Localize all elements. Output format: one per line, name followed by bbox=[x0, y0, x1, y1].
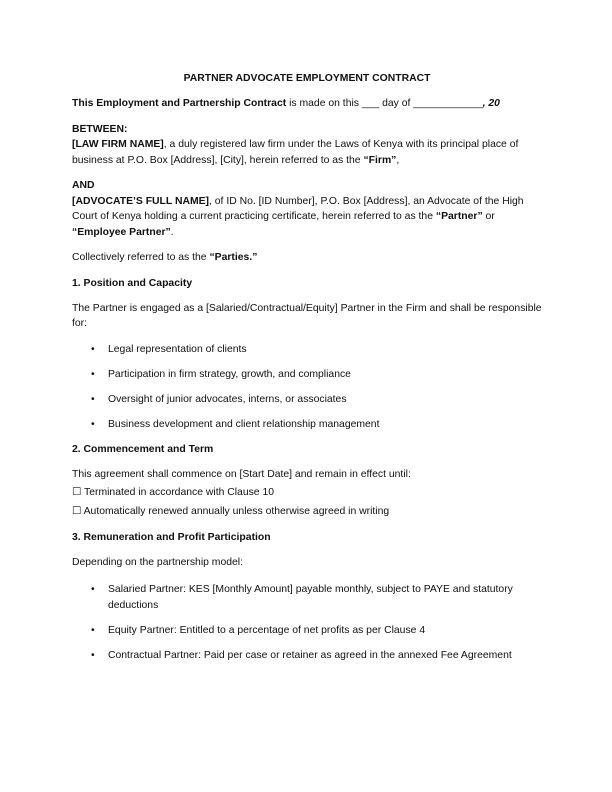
section-2-heading: 2. Commencement and Term bbox=[72, 444, 214, 455]
list-item-text: Equity Partner: Entitled to a percentage of net profits as per Clause 4 bbox=[108, 624, 426, 636]
bullet-icon: • bbox=[91, 343, 95, 355]
intro-bold: This Employment and Partnership Contract bbox=[72, 98, 287, 109]
list-item bbox=[72, 623, 542, 639]
list-item bbox=[72, 392, 542, 408]
collectively-text: Collectively referred to as the bbox=[72, 252, 210, 263]
section-3-heading: 3. Remuneration and Profit Participation bbox=[72, 531, 271, 543]
list-item-text: Participation in firm strategy, growth, and compliance bbox=[108, 368, 351, 380]
list-item bbox=[72, 648, 542, 664]
section-1-heading: 1. Position and Capacity bbox=[72, 277, 193, 289]
bullet-icon: • bbox=[91, 649, 95, 661]
document-body bbox=[72, 71, 542, 663]
term-option-terminated[interactable]: ☐ Terminated in accordance with Clause 10 bbox=[72, 486, 275, 498]
bullet-icon: • bbox=[91, 624, 95, 636]
intro-text: is made on this ___ day of ____________ bbox=[286, 98, 483, 109]
firm-name: [LAW FIRM NAME] bbox=[72, 139, 164, 150]
list-item bbox=[72, 582, 542, 613]
section-1-text: The Partner is engaged as a [Salaried/Contractual/Equity] Partner in the Firm and shall be responsible for: bbox=[72, 302, 542, 329]
partner-label: “Partner” bbox=[435, 211, 483, 222]
list-item bbox=[72, 417, 542, 433]
employee-partner-label: “Employee Partner” bbox=[72, 226, 171, 238]
advocate-text-3: . bbox=[170, 226, 174, 238]
parties-label: “Parties.” bbox=[209, 252, 258, 263]
list-item-text: Legal representation of clients bbox=[108, 343, 247, 355]
section-3-bullets bbox=[72, 582, 542, 663]
list-item-text: Oversight of junior advocates, interns, or associates bbox=[108, 393, 347, 405]
collectively-paragraph bbox=[72, 250, 542, 266]
list-item-text: Business development and client relationship management bbox=[108, 418, 380, 430]
term-option-renewed[interactable]: ☐ Automatically renewed annually unless otherwise agreed in writing bbox=[72, 506, 390, 517]
list-item bbox=[72, 367, 542, 383]
intro-paragraph bbox=[72, 96, 542, 112]
and-label bbox=[72, 178, 542, 194]
list-item bbox=[72, 342, 542, 358]
advocate-text-1: , of ID No. [ID Number], P.O. Box [Address], an Advocate of the High Court of Kenya holding a current practicing certificate, herein referred to as the bbox=[72, 195, 524, 222]
firm-text-1: , a duly registered law firm under the Laws of Kenya with its principal place of business at P.O. Box [Address], [City], herein referred to as the bbox=[72, 139, 519, 166]
bullet-icon: • bbox=[91, 393, 95, 405]
section-2-text: This agreement shall commence on [Start Date] and remain in effect until: bbox=[72, 469, 411, 480]
section-3-text: Depending on the partnership model: bbox=[72, 556, 243, 568]
firm-paragraph bbox=[72, 137, 542, 168]
section-1-bullets bbox=[72, 342, 542, 433]
firm-label: “Firm” bbox=[363, 154, 397, 166]
between-label-text: BETWEEN: bbox=[72, 123, 128, 135]
between-label bbox=[72, 122, 542, 138]
bullet-icon: • bbox=[91, 418, 95, 430]
intro-year: , 20 bbox=[482, 98, 500, 109]
advocate-text-2: or bbox=[482, 211, 495, 222]
bullet-icon: • bbox=[91, 368, 95, 380]
list-item-text: Contractual Partner: Paid per case or retainer as agreed in the annexed Fee Agreement bbox=[108, 649, 512, 661]
list-item-text: Salaried Partner: KES [Monthly Amount] payable monthly, subject to PAYE and statutory deductions bbox=[108, 584, 513, 611]
firm-text-2: , bbox=[396, 154, 400, 166]
advocate-name: [ADVOCATE’S FULL NAME] bbox=[72, 195, 209, 207]
bullet-icon: • bbox=[91, 584, 95, 595]
advocate-paragraph bbox=[72, 194, 542, 241]
document-title: PARTNER ADVOCATE EMPLOYMENT CONTRACT bbox=[183, 73, 431, 84]
and-label-text: AND bbox=[72, 180, 95, 191]
